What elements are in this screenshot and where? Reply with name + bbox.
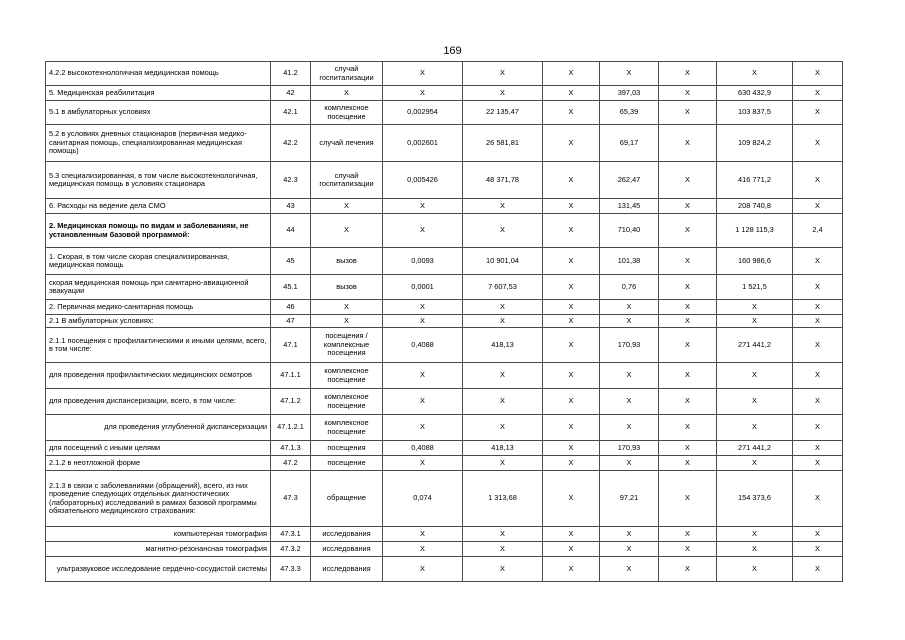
row-code-cell: 45.1 — [271, 275, 311, 300]
row-value-cell: 418,13 — [463, 328, 543, 363]
page-number: 169 — [443, 45, 462, 57]
row-value-cell: X — [717, 415, 793, 441]
row-value-cell: 0,76 — [600, 275, 659, 300]
row-name-cell: 2.1.2 в неотложной форме — [46, 456, 271, 471]
row-value-cell: X — [543, 214, 600, 248]
row-code-cell: 44 — [271, 214, 311, 248]
row-value-cell: X — [717, 62, 793, 86]
row-value-cell: X — [383, 542, 463, 557]
row-unit-cell: вызов — [311, 248, 383, 275]
row-value-cell: 0,002601 — [383, 125, 463, 162]
table-row — [46, 328, 843, 363]
row-value-cell: X — [793, 557, 843, 582]
row-value-cell: 271 441,2 — [717, 328, 793, 363]
row-value-cell: X — [793, 162, 843, 199]
row-code-cell: 45 — [271, 248, 311, 275]
row-value-cell: 26 581,81 — [463, 125, 543, 162]
row-value-cell: X — [543, 527, 600, 542]
table-row — [46, 315, 843, 328]
row-value-cell: X — [793, 542, 843, 557]
row-unit-cell: X — [311, 214, 383, 248]
row-value-cell: X — [543, 248, 600, 275]
row-unit-cell: посещения — [311, 441, 383, 456]
row-value-cell: X — [600, 300, 659, 315]
row-value-cell: X — [659, 415, 717, 441]
table-row — [46, 363, 843, 389]
table-row — [46, 275, 843, 300]
row-code-cell: 43 — [271, 199, 311, 214]
row-value-cell: X — [659, 162, 717, 199]
row-name-cell: 2. Первичная медико-санитарная помощь — [46, 300, 271, 315]
row-value-cell: 0,005426 — [383, 162, 463, 199]
row-value-cell: X — [793, 275, 843, 300]
row-value-cell: 710,40 — [600, 214, 659, 248]
row-value-cell: X — [383, 557, 463, 582]
row-value-cell: 0,074 — [383, 471, 463, 527]
row-value-cell: 397,03 — [600, 86, 659, 101]
row-value-cell: X — [600, 389, 659, 415]
row-value-cell: X — [717, 363, 793, 389]
row-value-cell: 0,0093 — [383, 248, 463, 275]
table-row — [46, 125, 843, 162]
row-value-cell: X — [543, 300, 600, 315]
row-value-cell: 0,4088 — [383, 441, 463, 456]
row-value-cell: 170,93 — [600, 441, 659, 456]
row-value-cell: 0,002954 — [383, 101, 463, 125]
row-value-cell: X — [543, 441, 600, 456]
table-row — [46, 86, 843, 101]
row-name-cell: 1. Скорая, в том числе скорая специализированная, медицинская помощь — [46, 248, 271, 275]
row-value-cell: 97,21 — [600, 471, 659, 527]
row-unit-cell: X — [311, 300, 383, 315]
row-name-cell: магнитно-резонансная томография — [46, 542, 271, 557]
row-name-cell: для проведения профилактических медицинских осмотров — [46, 363, 271, 389]
row-value-cell: 170,93 — [600, 328, 659, 363]
table-row — [46, 162, 843, 199]
row-value-cell: 48 371,78 — [463, 162, 543, 199]
row-value-cell: X — [383, 363, 463, 389]
row-unit-cell: исследования — [311, 542, 383, 557]
row-value-cell: X — [717, 300, 793, 315]
row-value-cell: X — [717, 542, 793, 557]
row-code-cell: 47.1 — [271, 328, 311, 363]
row-value-cell: X — [463, 86, 543, 101]
row-code-cell: 47.3 — [271, 471, 311, 527]
row-value-cell: X — [659, 557, 717, 582]
row-name-cell: для проведения диспансеризации, всего, в том числе: — [46, 389, 271, 415]
row-value-cell: X — [793, 62, 843, 86]
row-value-cell: X — [383, 300, 463, 315]
row-value-cell: X — [793, 101, 843, 125]
row-value-cell: X — [543, 415, 600, 441]
row-name-cell: 2.1 В амбулаторных условиях: — [46, 315, 271, 328]
row-value-cell: X — [659, 300, 717, 315]
row-value-cell: X — [463, 199, 543, 214]
row-value-cell: 101,38 — [600, 248, 659, 275]
row-value-cell: X — [793, 328, 843, 363]
row-value-cell: X — [463, 527, 543, 542]
row-name-cell: 4.2.2 высокотехнологичная медицинская помощь — [46, 62, 271, 86]
row-value-cell: X — [543, 101, 600, 125]
row-value-cell: X — [659, 275, 717, 300]
row-value-cell: X — [793, 456, 843, 471]
row-name-cell: 6. Расходы на ведение дела СМО — [46, 199, 271, 214]
row-value-cell: X — [717, 389, 793, 415]
row-value-cell: 416 771,2 — [717, 162, 793, 199]
row-code-cell: 47.1.3 — [271, 441, 311, 456]
row-value-cell: X — [659, 86, 717, 101]
row-code-cell: 46 — [271, 300, 311, 315]
row-unit-cell: комплексное посещение — [311, 415, 383, 441]
row-value-cell: X — [543, 275, 600, 300]
table-row — [46, 542, 843, 557]
row-value-cell: X — [543, 328, 600, 363]
row-name-cell: 2.1.3 в связи с заболеваниями (обращений), всего, из них проведение следующих отдельных диагностических (лабораторных) исследований в рамках базовой программы обязательного медицинского страхования: — [46, 471, 271, 527]
table-row — [46, 300, 843, 315]
row-value-cell: X — [717, 557, 793, 582]
row-value-cell: X — [543, 471, 600, 527]
row-value-cell: X — [543, 125, 600, 162]
row-value-cell: X — [793, 125, 843, 162]
row-value-cell: 22 135,47 — [463, 101, 543, 125]
row-value-cell: 1 521,5 — [717, 275, 793, 300]
row-value-cell: X — [793, 199, 843, 214]
row-name-cell: 5. Медицинская реабилитация — [46, 86, 271, 101]
row-code-cell: 42.2 — [271, 125, 311, 162]
row-value-cell: X — [463, 300, 543, 315]
row-unit-cell: исследования — [311, 527, 383, 542]
row-value-cell: 160 986,6 — [717, 248, 793, 275]
row-value-cell: 2,4 — [793, 214, 843, 248]
row-value-cell: X — [600, 557, 659, 582]
row-value-cell: X — [659, 214, 717, 248]
row-value-cell: X — [463, 389, 543, 415]
row-code-cell: 42.1 — [271, 101, 311, 125]
row-value-cell: X — [463, 214, 543, 248]
table-row — [46, 62, 843, 86]
row-value-cell: X — [793, 86, 843, 101]
row-value-cell: 131,45 — [600, 199, 659, 214]
table-row — [46, 557, 843, 582]
row-code-cell: 47.1.2 — [271, 389, 311, 415]
row-value-cell: X — [793, 300, 843, 315]
row-unit-cell: обращение — [311, 471, 383, 527]
row-name-cell: скорая медицинская помощь при санитарно-авиационной эвакуации — [46, 275, 271, 300]
table-row — [46, 471, 843, 527]
row-value-cell: 1 313,68 — [463, 471, 543, 527]
row-value-cell: X — [600, 62, 659, 86]
row-value-cell: X — [383, 389, 463, 415]
row-value-cell: X — [543, 315, 600, 328]
row-value-cell: 10 901,04 — [463, 248, 543, 275]
row-value-cell: X — [659, 441, 717, 456]
data-table — [45, 61, 843, 582]
row-value-cell: X — [717, 527, 793, 542]
row-value-cell: X — [383, 456, 463, 471]
row-value-cell: X — [463, 415, 543, 441]
row-value-cell: 7 607,53 — [463, 275, 543, 300]
row-value-cell: X — [600, 542, 659, 557]
row-value-cell: X — [793, 527, 843, 542]
row-name-cell: 2.1.1 посещения с профилактическими и иными целями, всего, в том числе: — [46, 328, 271, 363]
table-row — [46, 456, 843, 471]
row-name-cell: для посещений с иными целями — [46, 441, 271, 456]
row-name-cell: 5.1 в амбулаторных условиях — [46, 101, 271, 125]
row-value-cell: X — [717, 315, 793, 328]
row-value-cell: X — [659, 363, 717, 389]
row-value-cell: X — [793, 363, 843, 389]
row-value-cell: X — [659, 199, 717, 214]
table-row — [46, 214, 843, 248]
row-value-cell: X — [793, 315, 843, 328]
row-unit-cell: X — [311, 199, 383, 214]
row-value-cell: X — [383, 199, 463, 214]
row-value-cell: X — [717, 456, 793, 471]
row-value-cell: X — [463, 542, 543, 557]
row-unit-cell: случай лечения — [311, 125, 383, 162]
row-code-cell: 42 — [271, 86, 311, 101]
row-unit-cell: посещения / комплексные посещения — [311, 328, 383, 363]
row-value-cell: X — [543, 363, 600, 389]
row-value-cell: X — [659, 328, 717, 363]
row-value-cell: 0,0001 — [383, 275, 463, 300]
row-value-cell: X — [463, 62, 543, 86]
row-value-cell: X — [659, 62, 717, 86]
row-value-cell: X — [600, 363, 659, 389]
row-value-cell: X — [543, 542, 600, 557]
row-unit-cell: исследования — [311, 557, 383, 582]
row-value-cell: X — [463, 363, 543, 389]
row-value-cell: X — [543, 62, 600, 86]
row-value-cell: X — [659, 527, 717, 542]
row-value-cell: X — [793, 441, 843, 456]
row-unit-cell: комплексное посещение — [311, 389, 383, 415]
row-code-cell: 47.1.1 — [271, 363, 311, 389]
table-row — [46, 101, 843, 125]
row-unit-cell: комплексное посещение — [311, 101, 383, 125]
row-code-cell: 47.2 — [271, 456, 311, 471]
row-value-cell: X — [543, 456, 600, 471]
row-value-cell: X — [659, 248, 717, 275]
row-value-cell: 0,4088 — [383, 328, 463, 363]
row-value-cell: X — [383, 315, 463, 328]
row-value-cell: X — [463, 315, 543, 328]
row-value-cell: X — [383, 415, 463, 441]
row-value-cell: X — [543, 86, 600, 101]
row-name-cell: 5.2 в условиях дневных стационаров (первичная медико-санитарная помощь, специализированная медицинская помощь) — [46, 125, 271, 162]
row-unit-cell: комплексное посещение — [311, 363, 383, 389]
row-code-cell: 47.3.1 — [271, 527, 311, 542]
row-name-cell: для проведения углубленной диспансеризации — [46, 415, 271, 441]
row-name-cell: 2. Медицинская помощь по видам и заболеваниям, не установленным базовой программой: — [46, 214, 271, 248]
row-value-cell: X — [659, 125, 717, 162]
row-value-cell: X — [463, 557, 543, 582]
row-unit-cell: случай госпитализации — [311, 62, 383, 86]
table-row — [46, 415, 843, 441]
row-value-cell: X — [383, 62, 463, 86]
row-value-cell: 630 432,9 — [717, 86, 793, 101]
table-row — [46, 527, 843, 542]
row-value-cell: 103 837,5 — [717, 101, 793, 125]
row-value-cell: X — [793, 415, 843, 441]
row-name-cell: ультразвуковое исследование сердечно-сосудистой системы — [46, 557, 271, 582]
row-value-cell: X — [543, 389, 600, 415]
row-value-cell: 154 373,6 — [717, 471, 793, 527]
row-code-cell: 42.3 — [271, 162, 311, 199]
row-code-cell: 41.2 — [271, 62, 311, 86]
table-row — [46, 199, 843, 214]
row-name-cell: компьютерная томография — [46, 527, 271, 542]
row-name-cell: 5.3 специализированная, в том числе высокотехнологичная, медицинская помощь в условиях стационара — [46, 162, 271, 199]
row-value-cell: 208 740,8 — [717, 199, 793, 214]
row-value-cell: 271 441,2 — [717, 441, 793, 456]
table-row — [46, 389, 843, 415]
row-value-cell: X — [383, 214, 463, 248]
row-value-cell: 109 824,2 — [717, 125, 793, 162]
row-value-cell: X — [543, 557, 600, 582]
row-value-cell: X — [600, 456, 659, 471]
row-unit-cell: вызов — [311, 275, 383, 300]
row-value-cell: X — [659, 542, 717, 557]
row-value-cell: X — [543, 162, 600, 199]
row-value-cell: X — [463, 456, 543, 471]
row-value-cell: X — [600, 527, 659, 542]
row-value-cell: 418,13 — [463, 441, 543, 456]
row-code-cell: 47.1.2.1 — [271, 415, 311, 441]
row-value-cell: 65,39 — [600, 101, 659, 125]
row-value-cell: X — [659, 456, 717, 471]
row-value-cell: X — [659, 471, 717, 527]
row-unit-cell: X — [311, 315, 383, 328]
row-unit-cell: посещение — [311, 456, 383, 471]
row-code-cell: 47.3.2 — [271, 542, 311, 557]
row-unit-cell: X — [311, 86, 383, 101]
row-value-cell: X — [383, 527, 463, 542]
row-code-cell: 47 — [271, 315, 311, 328]
row-value-cell: X — [659, 101, 717, 125]
row-value-cell: X — [543, 199, 600, 214]
row-value-cell: X — [659, 315, 717, 328]
row-unit-cell: случай госпитализации — [311, 162, 383, 199]
table-row — [46, 441, 843, 456]
table-row — [46, 248, 843, 275]
row-value-cell: X — [659, 389, 717, 415]
row-value-cell: X — [600, 415, 659, 441]
row-value-cell: X — [793, 248, 843, 275]
row-value-cell: 69,17 — [600, 125, 659, 162]
row-code-cell: 47.3.3 — [271, 557, 311, 582]
row-value-cell: X — [793, 471, 843, 527]
row-value-cell: X — [383, 86, 463, 101]
row-value-cell: 262,47 — [600, 162, 659, 199]
row-value-cell: X — [793, 389, 843, 415]
row-value-cell: 1 128 115,3 — [717, 214, 793, 248]
row-value-cell: X — [600, 315, 659, 328]
